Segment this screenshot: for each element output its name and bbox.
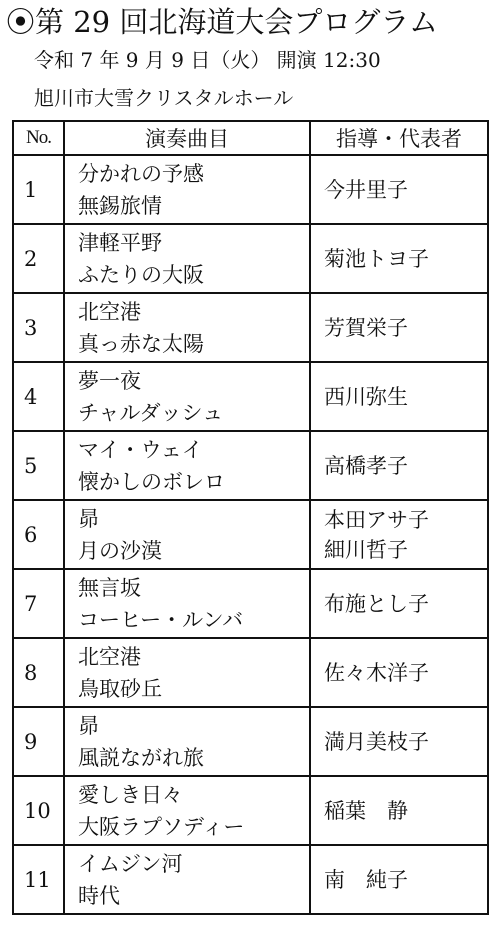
song-cell	[64, 845, 310, 914]
song-cell	[64, 431, 310, 500]
leader-name: 西川弥生	[324, 384, 408, 409]
song-title: 真っ赤な太陽	[78, 331, 204, 356]
table-header-row	[13, 121, 488, 155]
leader-name: 高橋孝子	[324, 453, 408, 478]
table-row	[13, 638, 488, 707]
row-number: 2	[13, 224, 64, 293]
song-title: 鳥取砂丘	[78, 676, 162, 701]
table-row	[13, 293, 488, 362]
song-title: コーヒー・ルンバ	[78, 607, 244, 632]
program-table	[12, 120, 489, 915]
song-cell	[64, 638, 310, 707]
song-title: マイ・ウェイ	[78, 437, 203, 462]
song-cell	[64, 776, 310, 845]
song-title: 愛しき日々	[78, 782, 183, 807]
row-number: 6	[13, 500, 64, 569]
song-title: 昴	[78, 506, 99, 531]
song-title: 津軽平野	[78, 230, 162, 255]
song-title: 時代	[78, 883, 120, 908]
song-title: 分かれの予感	[78, 161, 204, 186]
song-cell	[64, 569, 310, 638]
leader-cell	[310, 224, 488, 293]
song-title: 無言坂	[78, 575, 141, 600]
leader-name: 今井里子	[324, 177, 408, 202]
song-title: 無錫旅情	[78, 193, 162, 218]
leader-cell	[310, 638, 488, 707]
leader-name: 布施とし子	[324, 591, 429, 616]
leader-cell	[310, 293, 488, 362]
song-cell	[64, 293, 310, 362]
column-header-songs: 演奏曲目	[64, 121, 310, 155]
table-row	[13, 500, 488, 569]
table-row	[13, 224, 488, 293]
song-title: 風説ながれ旅	[78, 745, 204, 770]
leader-cell	[310, 569, 488, 638]
event-date: 令和 7 年 9 月 9 日（火） 開演 12:30	[34, 48, 381, 72]
table-row	[13, 155, 488, 224]
leader-cell	[310, 431, 488, 500]
song-title: ふたりの大阪	[78, 262, 204, 287]
table-row	[13, 776, 488, 845]
page-title: ⦿第 29 回北海道大会プログラム	[6, 5, 439, 39]
row-number: 11	[13, 845, 64, 914]
leader-cell	[310, 362, 488, 431]
table-row	[13, 362, 488, 431]
column-header-number: No.	[13, 121, 64, 155]
song-title: 夢一夜	[78, 368, 141, 393]
leader-name: 本田アサ子	[324, 507, 429, 532]
row-number: 8	[13, 638, 64, 707]
table-row	[13, 845, 488, 914]
row-number: 7	[13, 569, 64, 638]
song-title: 昴	[78, 713, 99, 738]
song-cell	[64, 362, 310, 431]
song-title: 懐かしのボレロ	[78, 469, 225, 494]
leader-name: 芳賀栄子	[324, 315, 408, 340]
song-title: 月の沙漠	[78, 538, 162, 563]
row-number: 9	[13, 707, 64, 776]
leader-name: 菊池トヨ子	[324, 246, 429, 271]
leader-name: 満月美枝子	[324, 729, 429, 754]
leader-cell	[310, 500, 488, 569]
song-title: チャルダッシュ	[78, 400, 224, 425]
song-title: イムジン河	[78, 851, 183, 876]
song-title: 北空港	[78, 299, 141, 324]
song-cell	[64, 224, 310, 293]
leader-cell	[310, 155, 488, 224]
row-number: 4	[13, 362, 64, 431]
column-header-leaders: 指導・代表者	[310, 121, 488, 155]
song-cell	[64, 500, 310, 569]
table-row	[13, 569, 488, 638]
event-venue: 旭川市大雪クリスタルホール	[34, 86, 294, 110]
leader-name: 南 純子	[324, 867, 408, 892]
leader-name: 細川哲子	[324, 537, 408, 562]
row-number: 10	[13, 776, 64, 845]
leader-cell	[310, 845, 488, 914]
row-number: 1	[13, 155, 64, 224]
row-number: 3	[13, 293, 64, 362]
song-cell	[64, 707, 310, 776]
leader-name: 稲葉 静	[324, 798, 408, 823]
leader-cell	[310, 707, 488, 776]
table-row	[13, 431, 488, 500]
table-row	[13, 707, 488, 776]
song-cell	[64, 155, 310, 224]
row-number: 5	[13, 431, 64, 500]
song-title: 大阪ラプソディー	[78, 814, 245, 839]
leader-name: 佐々木洋子	[324, 660, 429, 685]
leader-cell	[310, 776, 488, 845]
song-title: 北空港	[78, 644, 141, 669]
